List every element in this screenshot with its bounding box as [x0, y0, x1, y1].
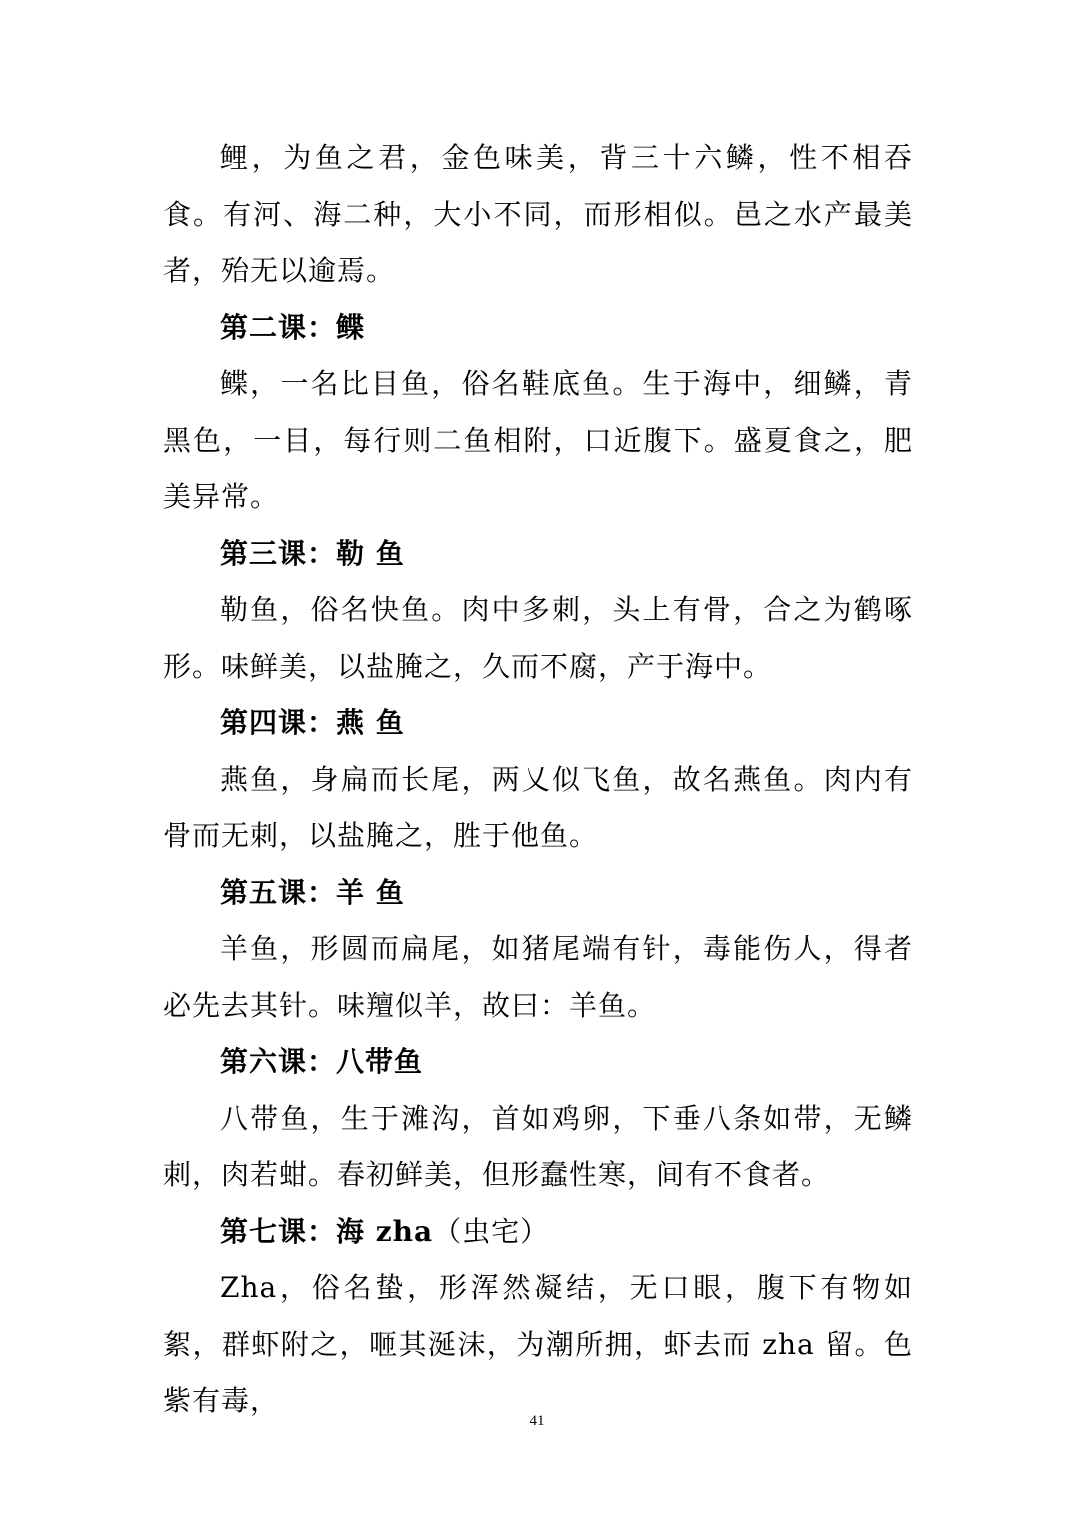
paragraph-carp: 鲤，为鱼之君，金色味美，背三十六鳞，性不相吞食。有河、海二种，大小不同，而形相似。邑之水产最美者，殆无以逾焉。 [163, 141, 913, 287]
lesson-heading-4: 第四课：燕 鱼 [220, 706, 405, 739]
document-body [163, 130, 913, 1430]
lesson-heading-5: 第五课：羊 鱼 [220, 875, 405, 909]
paragraph-flounder: 鲽，一名比目鱼，俗名鞋底鱼。生于海中，细鳞，青黑色，一目，每行则二鱼相附，口近腹下。盛夏食之，肥美异常。 [163, 367, 913, 513]
lesson-heading-2: 第二课：鲽 [220, 310, 366, 344]
paragraph-sheep-fish: 羊鱼，形圆而扁尾，如猪尾端有针，毒能伤人，得者必先去其针。味羶似羊，故曰：羊鱼。 [163, 932, 913, 1022]
lesson-heading-3: 第三课：勒 鱼 [220, 536, 405, 570]
lesson-heading-7-note: （虫宅） [433, 1214, 550, 1248]
paragraph-jellyfish: Zha，俗名蛰，形浑然凝结，无口眼，腹下有物如絮，群虾附之，咂其涎沫，为潮所拥，虾去而 zha 留。色紫有毒， [163, 1271, 913, 1417]
lesson-heading-7 [163, 1204, 913, 1261]
paragraph-swallow-fish: 燕鱼，身扁而长尾，两乂似飞鱼，故名燕鱼。肉内有骨而无刺，以盐腌之，胜于他鱼。 [163, 762, 913, 852]
paragraph-octopus: 八带鱼，生于滩沟，首如鸡卵，下垂八条如带，无鳞刺，肉若蚶。春初鲜美，但形蠢性寒，间有不食者。 [163, 1101, 913, 1191]
paragraph-le-fish: 勒鱼，俗名快鱼。肉中多刺，头上有骨，合之为鹤啄形。味鲜美，以盐腌之，久而不腐，产于海中。 [163, 593, 913, 683]
page-number: 41 [529, 1413, 545, 1429]
lesson-heading-6: 第六课：八带鱼 [220, 1045, 424, 1078]
lesson-heading-7-title: 第七课：海 zha [220, 1214, 434, 1248]
